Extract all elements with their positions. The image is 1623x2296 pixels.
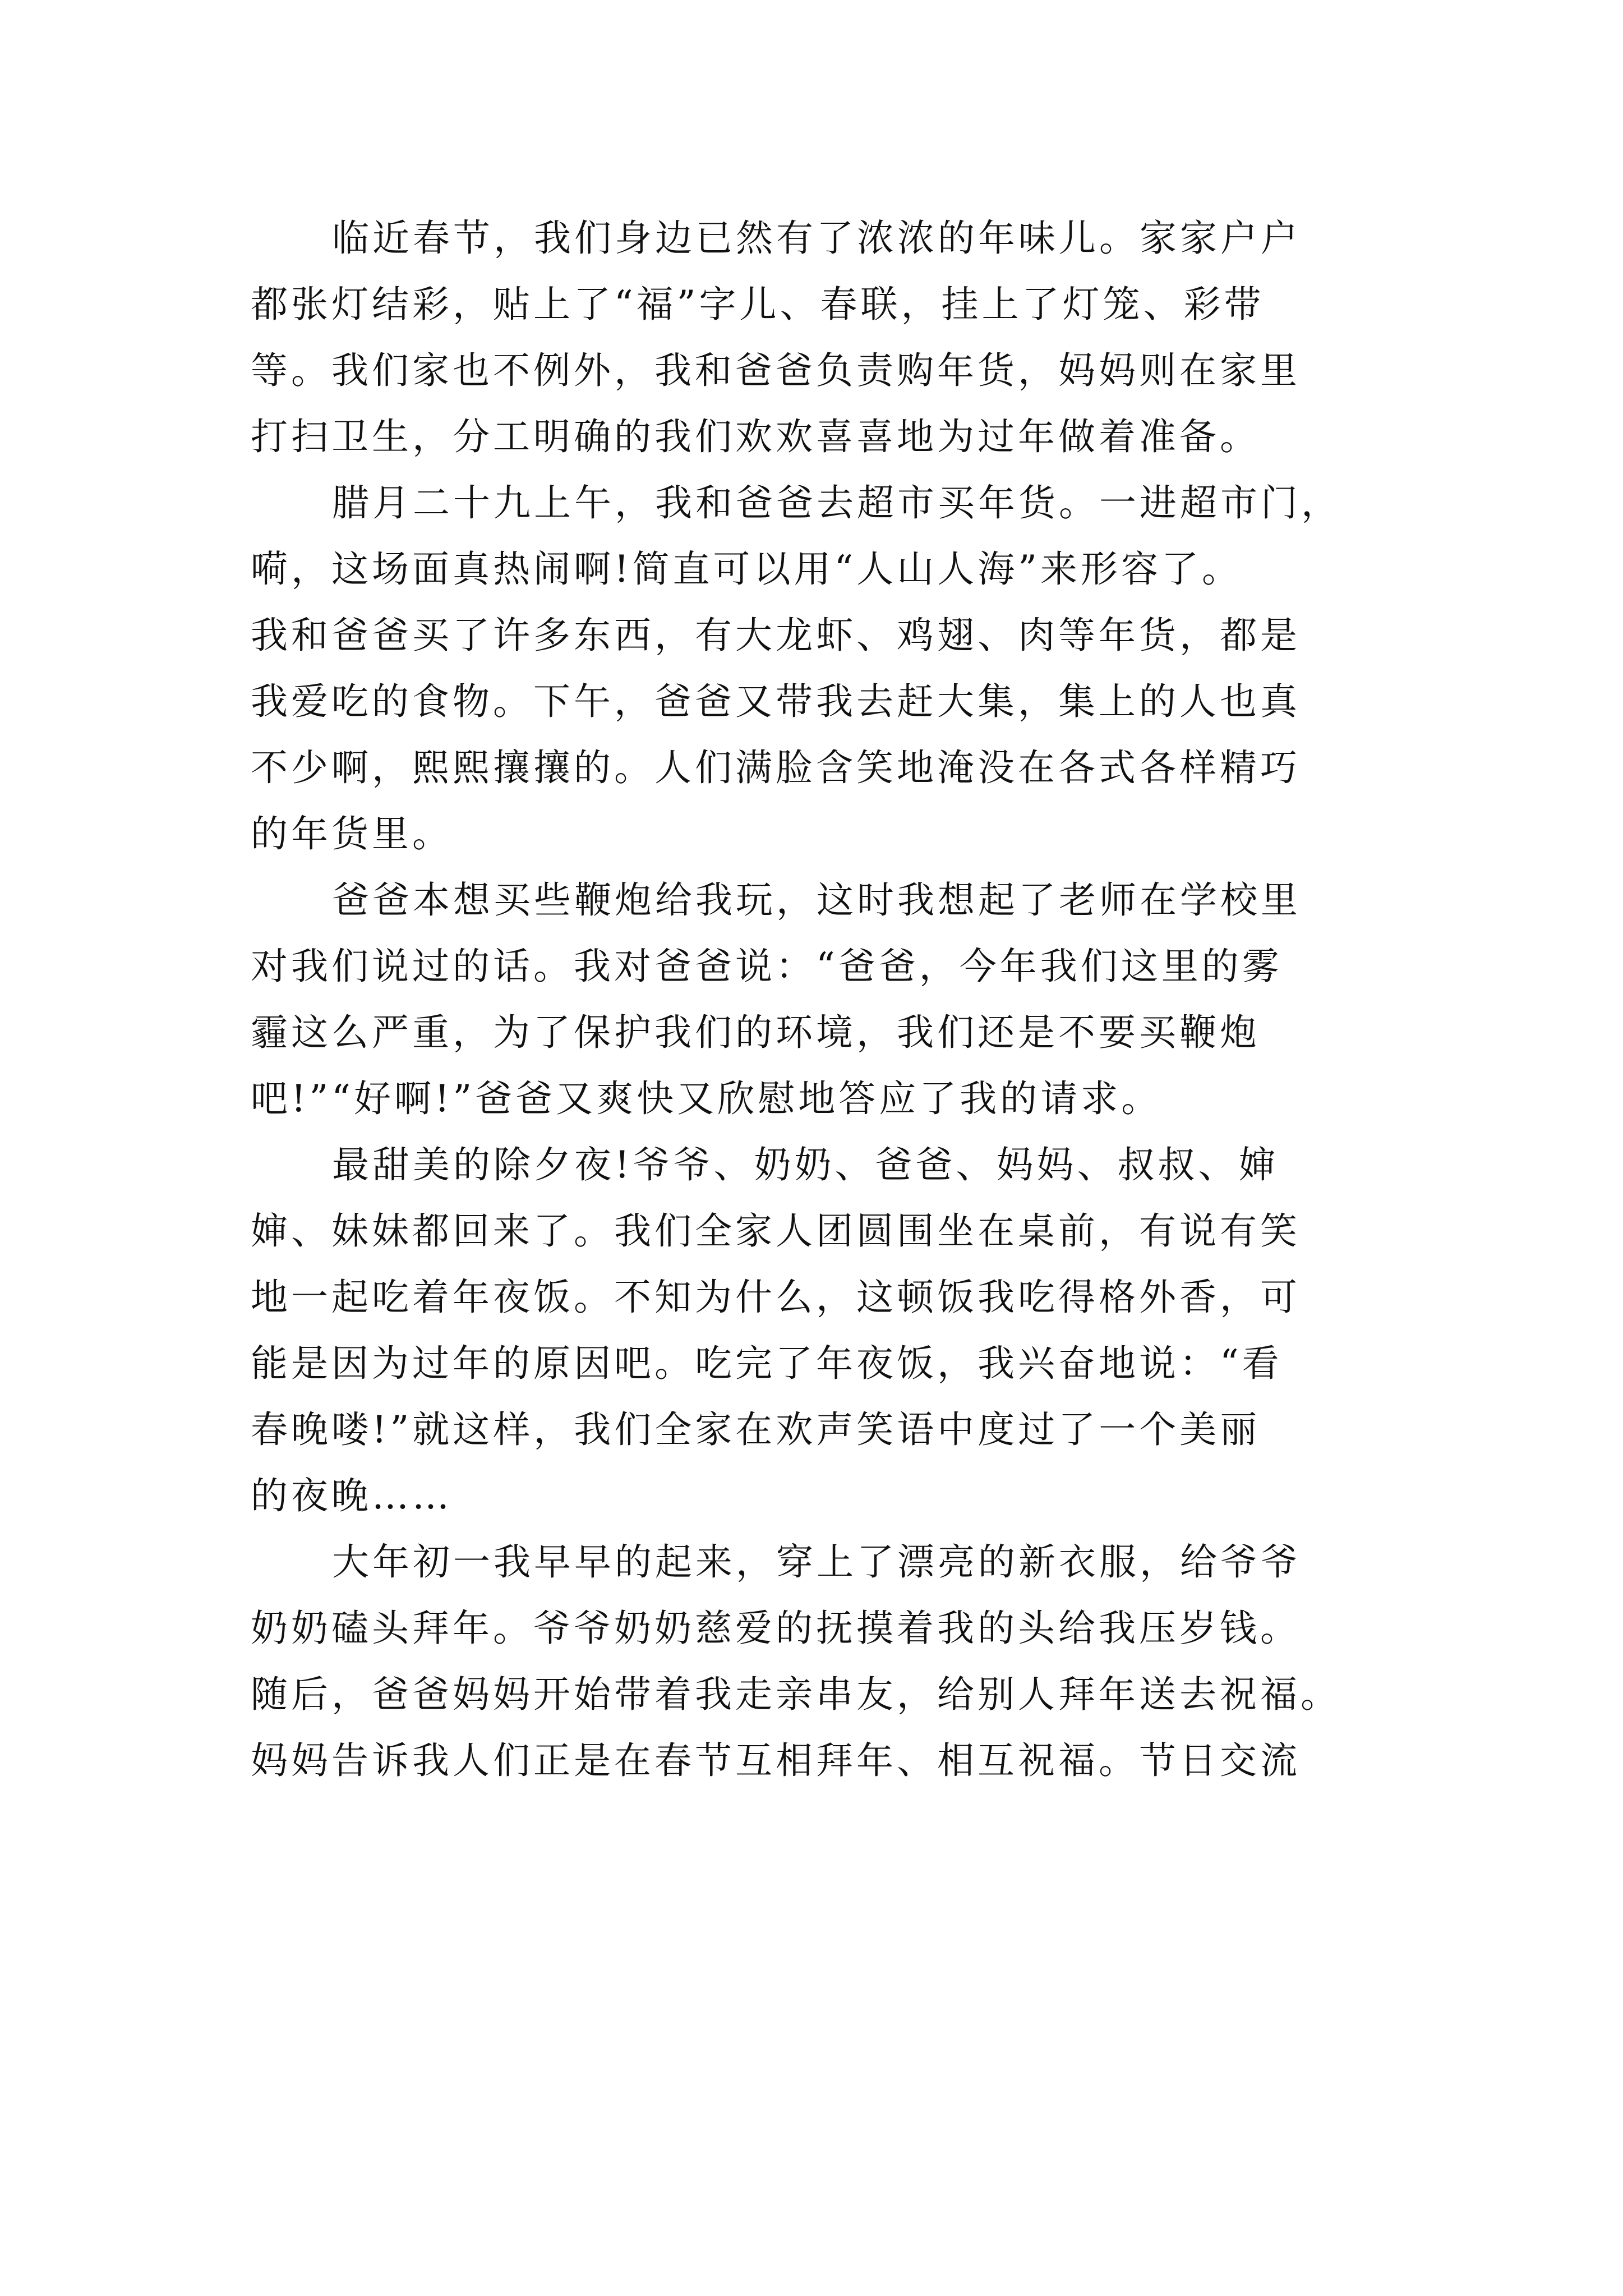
paragraph-4	[251, 1132, 1386, 1529]
text-line: 嗬，这场面真热闹啊!简直可以用“人山人海”来形容了。	[251, 547, 1243, 591]
text-line: 能是因为过年的原因吧。吃完了年夜饭，我兴奋地说：“看	[251, 1342, 1283, 1385]
text-line: 都张灯结彩，贴上了“福”字儿、春联，挂上了灯笼、彩带	[251, 283, 1265, 326]
text-line: 临近春节，我们身边已然有了浓浓的年味儿。家家户户	[332, 217, 1301, 260]
text-line: 最甜美的除夕夜!爷爷、奶奶、爸爸、妈妈、叔叔、婶	[332, 1143, 1279, 1186]
text-line: 奶奶磕头拜年。爷爷奶奶慈爱的抚摸着我的头给我压岁钱。	[251, 1607, 1301, 1650]
text-line: 妈妈告诉我人们正是在春节互相拜年、相互祝福。节日交流	[251, 1739, 1301, 1782]
text-line: 霾这么严重，为了保护我们的环境，我们还是不要买鞭炮	[251, 1011, 1260, 1054]
paragraph-1	[251, 205, 1386, 470]
text-line: 我爱吃的食物。下午，爸爸又带我去赶大集，集上的人也真	[251, 680, 1301, 723]
text-line: 等。我们家也不例外，我和爸爸负责购年货，妈妈则在家里	[251, 349, 1301, 392]
document-body	[251, 205, 1386, 1794]
text-line: 的夜晚……	[251, 1474, 453, 1517]
paragraph-2	[251, 470, 1386, 867]
text-line: 大年初一我早早的起来，穿上了漂亮的新衣服，给爷爷	[332, 1540, 1301, 1584]
text-line: 随后，爸爸妈妈开始带着我走亲串友，给别人拜年送去祝福。	[251, 1673, 1341, 1716]
text-line: 婶、妹妹都回来了。我们全家人团圆围坐在桌前，有说有笑	[251, 1209, 1301, 1253]
paragraph-3	[251, 867, 1386, 1132]
text-line: 打扫卫生，分工明确的我们欢欢喜喜地为过年做着准备。	[251, 415, 1260, 458]
text-line: 我和爸爸买了许多东西，有大龙虾、鸡翅、肉等年货，都是	[251, 614, 1301, 657]
paragraph-5	[251, 1529, 1386, 1794]
text-line: 吧!”“好啊!”爸爸又爽快又欣慰地答应了我的请求。	[251, 1077, 1162, 1120]
text-line: 不少啊，熙熙攘攘的。人们满脸含笑地淹没在各式各样精巧	[251, 746, 1301, 789]
text-line: 地一起吃着年夜饭。不知为什么，这顿饭我吃得格外香，可	[251, 1276, 1301, 1319]
text-line: 对我们说过的话。我对爸爸说：“爸爸，今年我们这里的雾	[251, 945, 1283, 988]
text-line: 的年货里。	[251, 812, 453, 855]
text-line: 腊月二十九上午，我和爸爸去超市买年货。一进超市门，	[332, 481, 1341, 524]
text-line: 春晚喽!”就这样，我们全家在欢声笑语中度过了一个美丽	[251, 1408, 1261, 1451]
text-line: 爸爸本想买些鞭炮给我玩，这时我想起了老师在学校里	[332, 878, 1301, 922]
